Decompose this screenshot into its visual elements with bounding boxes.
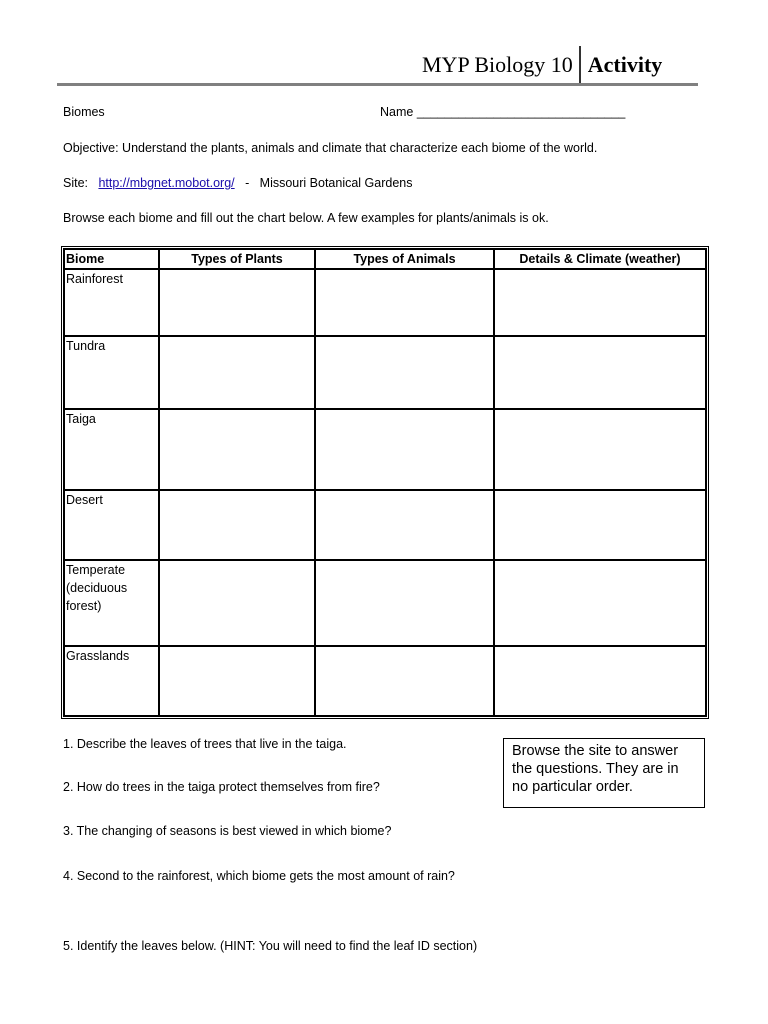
plants-cell[interactable] [159,269,315,336]
question-5: 5. Identify the leaves below. (HINT: You will need to find the leaf ID section) [63,939,478,953]
header-rule [57,83,698,86]
biome-name: Grasslands [64,646,159,716]
climate-cell[interactable] [494,490,706,560]
site-link[interactable]: http://mbgnet.mobot.org/ [98,176,235,190]
biome-chart [61,246,709,719]
table-row [64,409,706,490]
objective-text: Objective: Understand the plants, animals and climate that characterize each biome of the world. [63,141,598,155]
climate-cell[interactable] [494,646,706,716]
plants-cell[interactable] [159,409,315,490]
course-title: MYP Biology 10 [422,52,573,77]
name-field[interactable]: Name ______________________________ [380,105,626,119]
animals-cell[interactable] [315,560,494,646]
plants-cell[interactable] [159,336,315,409]
table-row [64,646,706,716]
question-1: 1. Describe the leaves of trees that live in the taiga. [63,737,347,751]
animals-cell[interactable] [315,269,494,336]
document-type: Activity [587,52,663,77]
plants-cell[interactable] [159,490,315,560]
biome-name: Rainforest [64,269,159,336]
site-dash: - [245,176,250,190]
header-plants: Types of Plants [159,249,315,269]
climate-cell[interactable] [494,560,706,646]
biome-name: Taiga [64,409,159,490]
plants-cell[interactable] [159,560,315,646]
question-2: 2. How do trees in the taiga protect themselves from fire? [63,780,380,794]
instructions-text: Browse each biome and fill out the chart below. A few examples for plants/animals is ok. [63,211,549,225]
plants-cell[interactable] [159,646,315,716]
animals-cell[interactable] [315,336,494,409]
table-row [64,269,706,336]
biome-name: Desert [64,490,159,560]
climate-cell[interactable] [494,336,706,409]
header-climate: Details & Climate (weather) [494,249,706,269]
site-line [63,176,413,190]
chart-header-row [64,249,706,269]
table-row [64,336,706,409]
animals-cell[interactable] [315,409,494,490]
header-biome: Biome [64,249,159,269]
table-row [64,490,706,560]
question-3: 3. The changing of seasons is best viewed in which biome? [63,824,392,838]
site-name: Missouri Botanical Gardens [259,176,413,190]
biome-name: Temperate (deciduous forest) [64,560,159,646]
animals-cell[interactable] [315,490,494,560]
header-animals: Types of Animals [315,249,494,269]
animals-cell[interactable] [315,646,494,716]
biome-name: Tundra [64,336,159,409]
site-label: Site: [63,176,89,190]
table-row [64,560,706,646]
instruction-note-box: Browse the site to answer the questions. They are in no particular order. [503,738,705,808]
topic-label: Biomes [63,105,105,119]
climate-cell[interactable] [494,409,706,490]
climate-cell[interactable] [494,269,706,336]
question-4: 4. Second to the rainforest, which biome gets the most amount of rain? [63,869,455,883]
